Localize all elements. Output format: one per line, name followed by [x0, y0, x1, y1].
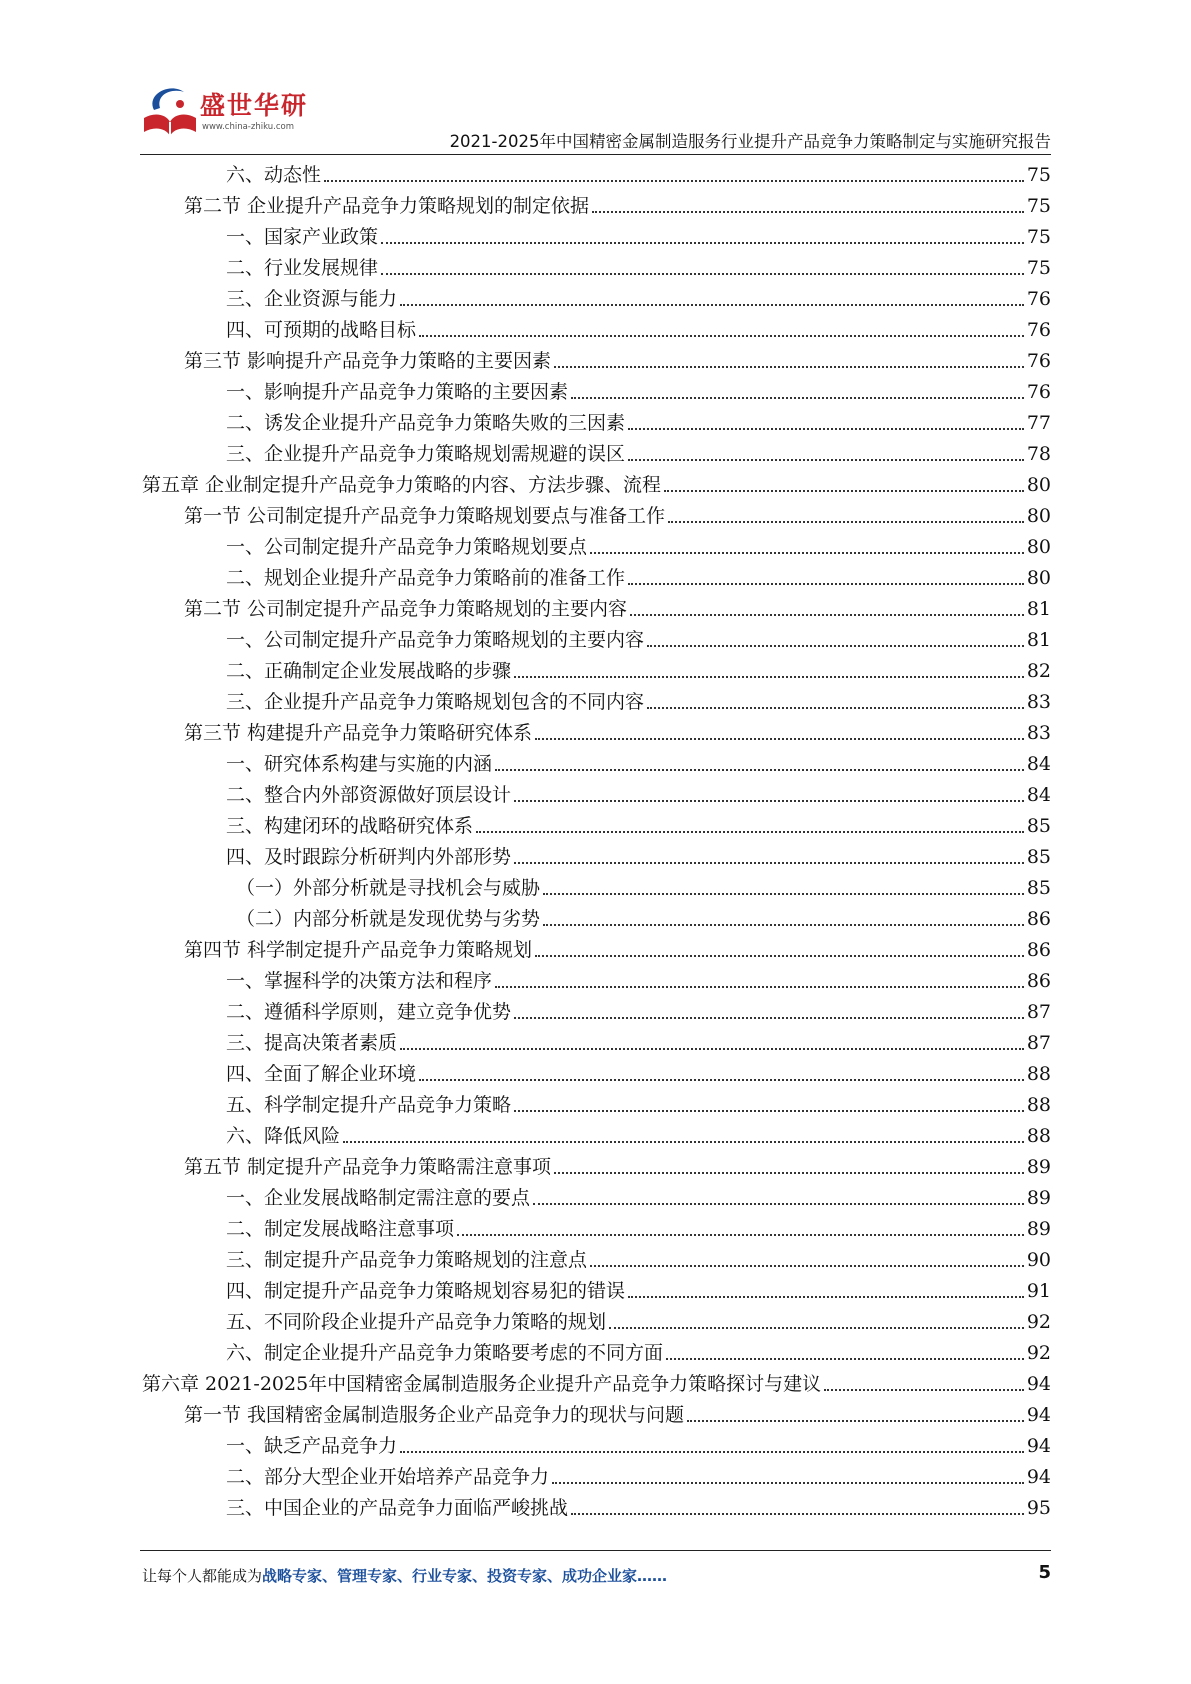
toc-entry[interactable]	[0, 377, 1191, 408]
toc-entry-page: 94	[1026, 1373, 1051, 1395]
toc-entry-label: 一、缺乏产品竞争力	[226, 1435, 398, 1457]
toc-leader-dots	[647, 645, 1024, 647]
toc-leader-dots	[400, 304, 1024, 306]
slogan-prefix: 让每个人都能成为	[142, 1567, 263, 1585]
toc-entry[interactable]	[0, 873, 1191, 904]
toc-leader-dots	[628, 1296, 1024, 1298]
toc-entry-page: 85	[1026, 846, 1051, 868]
header-divider	[140, 154, 1051, 155]
toc-leader-dots	[535, 955, 1024, 957]
toc-leader-dots	[419, 335, 1024, 337]
toc-entry-page: 95	[1026, 1497, 1051, 1519]
toc-entry-page: 75	[1026, 226, 1051, 248]
toc-leader-dots	[571, 1513, 1024, 1515]
toc-entry-page: 86	[1026, 908, 1051, 930]
toc-entry-label: 二、行业发展规律	[226, 257, 379, 279]
report-title: 2021-2025年中国精密金属制造服务行业提升产品竞争力策略制定与实施研究报告	[449, 132, 1051, 151]
toc-entry-page: 94	[1026, 1435, 1051, 1457]
toc-entry[interactable]	[0, 1369, 1191, 1400]
toc-entry[interactable]	[0, 1307, 1191, 1338]
toc-entry-label: 三、企业资源与能力	[226, 288, 398, 310]
toc-entry-page: 80	[1026, 505, 1051, 527]
toc-leader-dots	[628, 583, 1024, 585]
toc-entry-page: 89	[1026, 1187, 1051, 1209]
toc-entry-page: 86	[1026, 939, 1051, 961]
toc-entry[interactable]	[0, 315, 1191, 346]
toc-leader-dots	[400, 1451, 1024, 1453]
toc-entry[interactable]	[0, 563, 1191, 594]
logo-url: www.china-zhiku.com	[202, 122, 294, 132]
toc-entry-label: 第一节 公司制定提升产品竞争力策略规划要点与准备工作	[184, 505, 666, 527]
toc-leader-dots	[514, 800, 1024, 802]
toc-entry-page: 85	[1026, 877, 1051, 899]
toc-entry-label: 二、部分大型企业开始培养产品竞争力	[226, 1466, 550, 1488]
toc-leader-dots	[824, 1389, 1024, 1391]
toc-entry-page: 88	[1026, 1125, 1051, 1147]
toc-entry[interactable]	[0, 160, 1191, 191]
toc-entry-page: 83	[1026, 722, 1051, 744]
page-header	[0, 0, 1191, 150]
toc-entry-label: 二、遵循科学原则，建立竞争优势	[226, 1001, 512, 1023]
toc-entry[interactable]	[0, 625, 1191, 656]
footer-slogan	[142, 1565, 667, 1586]
toc-entry[interactable]	[0, 749, 1191, 780]
toc-entry[interactable]	[0, 1183, 1191, 1214]
toc-entry-label: 第六章 2021-2025年中国精密金属制造服务企业提升产品竞争力策略探讨与建议	[142, 1373, 822, 1395]
toc-entry-label: 一、影响提升产品竞争力策略的主要因素	[226, 381, 569, 403]
toc-entry-label: 第三节 构建提升产品竞争力策略研究体系	[184, 722, 533, 744]
toc-entry-label: （二）内部分析就是发现优势与劣势	[236, 908, 541, 930]
toc-leader-dots	[664, 490, 1024, 492]
toc-entry-page: 88	[1026, 1094, 1051, 1116]
toc-leader-dots	[514, 1110, 1024, 1112]
toc-entry-label: 三、企业提升产品竞争力策略规划需规避的误区	[226, 443, 626, 465]
toc-entry[interactable]	[0, 1214, 1191, 1245]
toc-leader-dots	[381, 242, 1024, 244]
toc-entry[interactable]	[0, 1059, 1191, 1090]
toc-entry-label: 第二节 企业提升产品竞争力策略规划的制定依据	[184, 195, 590, 217]
toc-entry-page: 83	[1026, 691, 1051, 713]
toc-entry-page: 94	[1026, 1404, 1051, 1426]
toc-entry[interactable]	[0, 191, 1191, 222]
toc-entry-page: 91	[1026, 1280, 1051, 1302]
toc-leader-dots	[324, 180, 1024, 182]
toc-leader-dots	[543, 924, 1024, 926]
toc-leader-dots	[590, 1265, 1024, 1267]
toc-entry-page: 89	[1026, 1218, 1051, 1240]
toc-leader-dots	[457, 1234, 1024, 1236]
toc-entry[interactable]	[0, 284, 1191, 315]
footer-divider	[140, 1550, 1051, 1551]
toc-entry[interactable]	[0, 780, 1191, 811]
toc-entry-label: 六、降低风险	[226, 1125, 341, 1147]
toc-leader-dots	[343, 1141, 1024, 1143]
toc-leader-dots	[668, 521, 1024, 523]
toc-entry[interactable]	[0, 532, 1191, 563]
toc-entry-label: 六、动态性	[226, 164, 322, 186]
toc-entry-label: 六、制定企业提升产品竞争力策略要考虑的不同方面	[226, 1342, 664, 1364]
toc-entry[interactable]	[0, 1338, 1191, 1369]
toc-leader-dots	[514, 676, 1024, 678]
toc-entry-label: 二、制定发展战略注意事项	[226, 1218, 455, 1240]
toc-entry-label: 四、全面了解企业环境	[226, 1063, 417, 1085]
toc-entry-page: 76	[1026, 288, 1051, 310]
toc-entry-page: 89	[1026, 1156, 1051, 1178]
toc-entry-page: 82	[1026, 660, 1051, 682]
toc-entry-page: 76	[1026, 319, 1051, 341]
toc-entry[interactable]	[0, 1431, 1191, 1462]
toc-entry[interactable]	[0, 656, 1191, 687]
toc-entry-page: 77	[1026, 412, 1051, 434]
toc-entry-label: 三、中国企业的产品竞争力面临严峻挑战	[226, 1497, 569, 1519]
toc-entry-page: 78	[1026, 443, 1051, 465]
toc-entry-page: 84	[1026, 784, 1051, 806]
toc-leader-dots	[554, 1172, 1024, 1174]
toc-entry[interactable]	[0, 346, 1191, 377]
toc-entry-page: 87	[1026, 1032, 1051, 1054]
toc-leader-dots	[609, 1327, 1024, 1329]
toc-entry-label: 一、掌握科学的决策方法和程序	[226, 970, 493, 992]
toc-entry-page: 76	[1026, 350, 1051, 372]
toc-entry-page: 84	[1026, 753, 1051, 775]
toc-entry-page: 88	[1026, 1063, 1051, 1085]
toc-entry[interactable]	[0, 1152, 1191, 1183]
toc-entry-page: 92	[1026, 1311, 1051, 1333]
toc-entry-page: 75	[1026, 257, 1051, 279]
toc-leader-dots	[381, 273, 1024, 275]
toc-entry-page: 75	[1026, 195, 1051, 217]
toc-leader-dots	[543, 893, 1024, 895]
toc-entry-label: 二、正确制定企业发展战略的步骤	[226, 660, 512, 682]
toc-entry[interactable]	[0, 1462, 1191, 1493]
toc-entry-label: 第四节 科学制定提升产品竞争力策略规划	[184, 939, 533, 961]
toc-entry-label: 四、制定提升产品竞争力策略规划容易犯的错误	[226, 1280, 626, 1302]
toc-entry-page: 94	[1026, 1466, 1051, 1488]
toc-entry-label: 二、诱发企业提升产品竞争力策略失败的三因素	[226, 412, 626, 434]
toc-entry[interactable]	[0, 1400, 1191, 1431]
toc-leader-dots	[495, 769, 1024, 771]
toc-entry-label: 三、制定提升产品竞争力策略规划的注意点	[226, 1249, 588, 1271]
toc-entry[interactable]	[0, 935, 1191, 966]
toc-leader-dots	[628, 428, 1024, 430]
toc-leader-dots	[552, 1482, 1024, 1484]
toc-leader-dots	[495, 986, 1024, 988]
toc-entry-label: 第三节 影响提升产品竞争力策略的主要因素	[184, 350, 552, 372]
toc-leader-dots	[590, 552, 1024, 554]
toc-leader-dots	[666, 1358, 1024, 1360]
toc-entry[interactable]	[0, 470, 1191, 501]
toc-entry[interactable]	[0, 842, 1191, 873]
toc-entry-page: 76	[1026, 381, 1051, 403]
toc-leader-dots	[535, 738, 1024, 740]
logo-text: 盛世华研	[200, 91, 309, 120]
toc-entry-label: 一、国家产业政策	[226, 226, 379, 248]
toc-entry[interactable]	[0, 408, 1191, 439]
toc-entry[interactable]	[0, 501, 1191, 532]
toc-entry[interactable]	[0, 904, 1191, 935]
toc-leader-dots	[476, 831, 1024, 833]
toc-leader-dots	[687, 1420, 1024, 1422]
toc-entry-page: 75	[1026, 164, 1051, 186]
toc-entry-page: 90	[1026, 1249, 1051, 1271]
toc-entry-label: 三、企业提升产品竞争力策略规划包含的不同内容	[226, 691, 645, 713]
toc-entry-label: 四、及时跟踪分析研判内外部形势	[226, 846, 512, 868]
toc-entry-page: 80	[1026, 536, 1051, 558]
toc-leader-dots	[419, 1079, 1024, 1081]
toc-entry-label: 第五节 制定提升产品竞争力策略需注意事项	[184, 1156, 552, 1178]
toc-entry-page: 81	[1026, 629, 1051, 651]
toc-entry-label: 三、提高决策者素质	[226, 1032, 398, 1054]
toc-entry-label: 五、不同阶段企业提升产品竞争力策略的规划	[226, 1311, 607, 1333]
toc-leader-dots	[592, 211, 1024, 213]
toc-leader-dots	[630, 614, 1024, 616]
toc-entry[interactable]	[0, 997, 1191, 1028]
toc-entry-label: 三、构建闭环的战略研究体系	[226, 815, 474, 837]
toc-entry[interactable]	[0, 687, 1191, 718]
toc-entry[interactable]	[0, 1493, 1191, 1524]
toc-entry[interactable]	[0, 253, 1191, 284]
toc-entry[interactable]	[0, 1245, 1191, 1276]
toc-entry[interactable]	[0, 966, 1191, 997]
slogan-highlight: 战略专家、管理专家、行业专家、投资专家、成功企业家……	[262, 1567, 668, 1585]
toc-entry-label: 一、公司制定提升产品竞争力策略规划要点	[226, 536, 588, 558]
toc-entry-page: 87	[1026, 1001, 1051, 1023]
toc-entry-page: 85	[1026, 815, 1051, 837]
toc-entry-label: 一、企业发展战略制定需注意的要点	[226, 1187, 531, 1209]
toc-leader-dots	[571, 397, 1024, 399]
toc-entry[interactable]	[0, 594, 1191, 625]
toc-entry-label: （一）外部分析就是寻找机会与威胁	[236, 877, 541, 899]
page-number: 5	[1038, 1562, 1051, 1583]
company-logo	[140, 82, 310, 144]
toc-leader-dots	[554, 366, 1024, 368]
toc-leader-dots	[400, 1048, 1024, 1050]
toc-leader-dots	[628, 459, 1024, 461]
toc-entry-page: 80	[1026, 567, 1051, 589]
toc-entry[interactable]	[0, 222, 1191, 253]
toc-entry-label: 二、规划企业提升产品竞争力策略前的准备工作	[226, 567, 626, 589]
toc-entry[interactable]	[0, 811, 1191, 842]
toc-entry-page: 86	[1026, 970, 1051, 992]
toc-entry[interactable]	[0, 1090, 1191, 1121]
toc-entry-page: 81	[1026, 598, 1051, 620]
toc-entry-label: 四、可预期的战略目标	[226, 319, 417, 341]
toc-entry[interactable]	[0, 439, 1191, 470]
toc-entry[interactable]	[0, 1028, 1191, 1059]
toc-leader-dots	[514, 862, 1024, 864]
toc-entry[interactable]	[0, 1276, 1191, 1307]
toc-entry-label: 第一节 我国精密金属制造服务企业产品竞争力的现状与问题	[184, 1404, 685, 1426]
toc-entry[interactable]	[0, 1121, 1191, 1152]
toc-entry-label: 一、公司制定提升产品竞争力策略规划的主要内容	[226, 629, 645, 651]
toc-entry-page: 80	[1026, 474, 1051, 496]
logo-emblem-icon	[140, 82, 200, 144]
toc-leader-dots	[514, 1017, 1024, 1019]
toc-entry-label: 一、研究体系构建与实施的内涵	[226, 753, 493, 775]
toc-entry[interactable]	[0, 718, 1191, 749]
toc-entry-label: 第二节 公司制定提升产品竞争力策略规划的主要内容	[184, 598, 628, 620]
toc-leader-dots	[533, 1203, 1024, 1205]
toc-entry-label: 二、整合内外部资源做好顶层设计	[226, 784, 512, 806]
toc-entry-page: 92	[1026, 1342, 1051, 1364]
toc-entry-label: 五、科学制定提升产品竞争力策略	[226, 1094, 512, 1116]
toc-leader-dots	[647, 707, 1024, 709]
toc-entry-label: 第五章 企业制定提升产品竞争力策略的内容、方法步骤、流程	[142, 474, 662, 496]
